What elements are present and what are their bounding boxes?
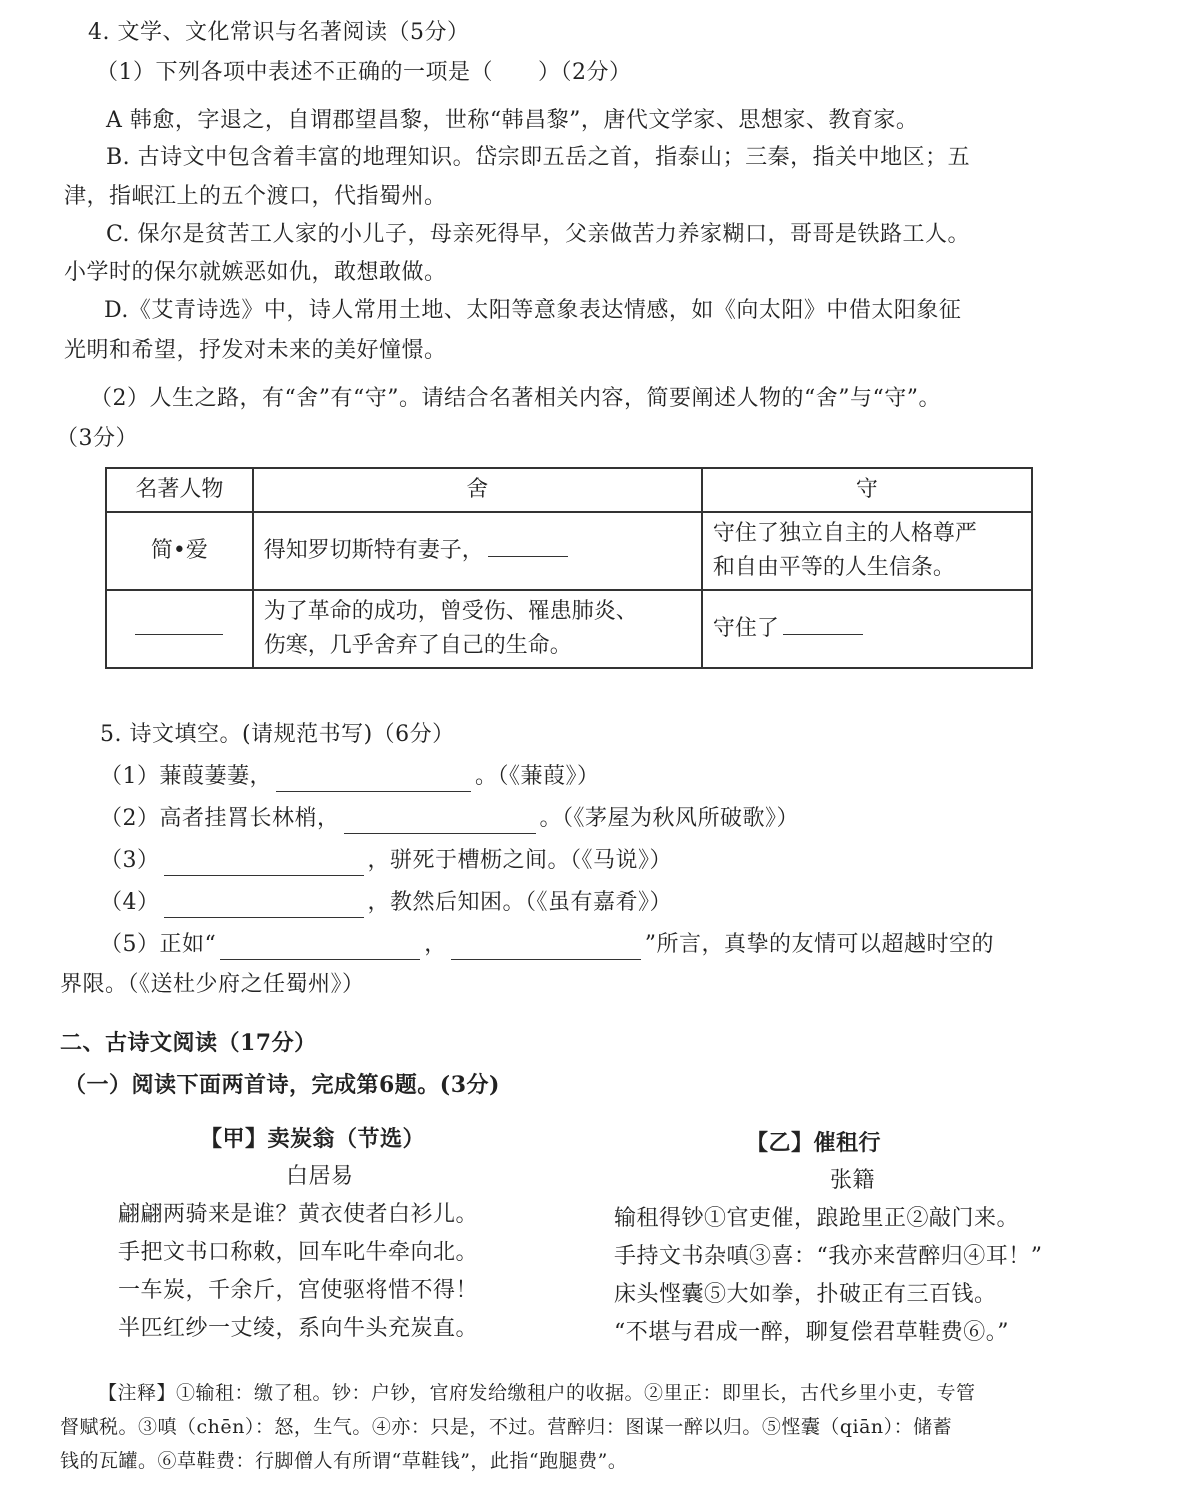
answer-blank[interactable] xyxy=(488,538,568,557)
cell-she-row2-line1: 为了革命的成功，曾受伤、罹患肺炎、 xyxy=(263,599,638,624)
q5-item-5-post: ”所言，真挚的友情可以超越时空的 xyxy=(644,932,995,957)
q4-title: 4. 文学、文化常识与名著阅读（5分） xyxy=(88,20,470,45)
q4-option-d-line1: D.《艾青诗选》中，诗人常用土地、太阳等意象表达情感，如《向太阳》中借太阳象征 xyxy=(104,298,962,323)
q5-item-3-pre: （3） xyxy=(100,848,160,873)
header-character: 名著人物 xyxy=(106,468,253,512)
poem-b-title: 【乙】催租行 xyxy=(746,1130,882,1156)
section2-title: 二、古诗文阅读（17分） xyxy=(60,1030,317,1056)
notes-line2: 督赋税。③嗔（chēn）：怒，生气。④亦：只是，不过。营醉归：图谋一醉以归。⑤悭囊（qiān）：储蓄 xyxy=(60,1416,953,1438)
answer-blank[interactable] xyxy=(164,895,364,918)
header-shou: 守 xyxy=(702,468,1032,512)
q5-item-5 xyxy=(100,930,994,960)
q4-option-a: A 韩愈，字退之，自谓郡望昌黎，世称“韩昌黎”，唐代文学家、思想家、教育家。 xyxy=(106,108,919,133)
q5-item-3-post: ，骈死于槽枥之间。（《马说》） xyxy=(367,848,673,873)
cell-character-jane: 简•爱 xyxy=(106,512,253,590)
header-she: 舍 xyxy=(253,468,702,512)
q4-option-d-line2: 光明和希望，抒发对未来的美好憧憬。 xyxy=(64,338,447,363)
cell-shou-row2 xyxy=(702,590,1032,668)
answer-blank[interactable] xyxy=(451,937,641,960)
table-row xyxy=(106,590,1032,668)
q4-part2-stem-line2: （3分） xyxy=(56,426,138,451)
q4-option-c-line1: C. 保尔是贫苦工人家的小儿子，母亲死得早，父亲做苦力养家糊口，哥哥是铁路工人。 xyxy=(106,222,971,247)
works-table xyxy=(105,467,1033,669)
answer-blank[interactable] xyxy=(164,853,364,876)
cell-she-jane xyxy=(253,512,702,590)
notes-line3: 钱的瓦罐。⑥草鞋费：行脚僧人有所谓“草鞋钱”，此指“跑腿费”。 xyxy=(60,1450,628,1472)
answer-blank[interactable] xyxy=(220,937,420,960)
poem-b-line: 手持文书杂嗔③喜：“我亦来营醉归④耳！” xyxy=(614,1244,1043,1269)
answer-blank[interactable] xyxy=(135,616,223,635)
cell-shou-jane xyxy=(702,512,1032,590)
cell-shou-row2-text: 守住了 xyxy=(712,616,779,641)
q5-item-4-pre: （4） xyxy=(100,890,160,915)
cell-shou-jane-line2: 和自由平等的人生信条。 xyxy=(712,555,955,580)
poem-b-author: 张籍 xyxy=(830,1168,876,1193)
q5-title: 5. 诗文填空。(请规范书写)（6分） xyxy=(100,722,455,747)
answer-blank[interactable] xyxy=(276,769,471,792)
q4-part1-stem: （1）下列各项中表述不正确的一项是（ ）（2分） xyxy=(96,60,632,85)
q5-item-2 xyxy=(100,804,799,834)
q5-item-2-post: 。（《茅屋为秋风所破歌》） xyxy=(539,806,800,831)
poem-a-title: 【甲】卖炭翁（节选） xyxy=(200,1126,426,1152)
cell-she-row2 xyxy=(253,590,702,668)
poem-b-line: “不堪与君成一醉，聊复偿君草鞋费⑥。” xyxy=(614,1320,1009,1345)
q5-item-5-line2: 界限。（《送杜少府之任蜀州》） xyxy=(60,972,365,997)
cell-she-jane-text: 得知罗切斯特有妻子， xyxy=(263,538,484,563)
q5-item-5-mid: ， xyxy=(424,932,447,957)
poem-a-line: 手把文书口称敕，回车叱牛牵向北。 xyxy=(118,1240,479,1265)
q5-item-1-post: 。（《蒹葭》） xyxy=(475,764,600,789)
section2-subtitle: （一）阅读下面两首诗，完成第6题。(3分) xyxy=(64,1072,500,1098)
q5-item-4-post: ，教然后知困。（《虽有嘉肴》） xyxy=(367,890,673,915)
q5-item-3 xyxy=(100,846,672,876)
q5-item-5-pre: （5）正如“ xyxy=(100,932,217,957)
notes-line1: 【注释】①输租：缴了租。钞：户钞，官府发给缴租户的收据。②里正：即里长，古代乡里小吏，专管 xyxy=(98,1382,976,1404)
q5-item-4 xyxy=(100,888,672,918)
poem-a-line: 半匹红纱一丈绫，系向牛头充炭直。 xyxy=(118,1316,479,1341)
cell-she-row2-line2: 伤寒，几乎舍弃了自己的生命。 xyxy=(263,633,572,658)
poem-a-line: 一车炭，千余斤，宫使驱将惜不得！ xyxy=(118,1278,479,1303)
q4-option-b-line2: 津，指岷江上的五个渡口，代指蜀州。 xyxy=(64,184,447,209)
q4-option-b-line1: B. 古诗文中包含着丰富的地理知识。岱宗即五岳之首，指泰山；三秦，指关中地区；五 xyxy=(106,145,971,170)
cell-character-blank xyxy=(106,590,253,668)
poem-a-author: 白居易 xyxy=(286,1164,354,1189)
q5-item-1-pre: （1）蒹葭萋萋， xyxy=(100,764,272,789)
q5-item-1 xyxy=(100,762,600,792)
poem-a-line: 翩翩两骑来是谁？黄衣使者白衫儿。 xyxy=(118,1202,479,1227)
answer-blank[interactable] xyxy=(344,811,536,834)
q4-part2-stem-line1: （2）人生之路，有“舍”有“守”。请结合名著相关内容，简要阐述人物的“舍”与“守”。 xyxy=(90,386,941,411)
table-header-row xyxy=(106,468,1032,512)
cell-shou-jane-line1: 守住了独立自主的人格尊严 xyxy=(712,521,977,546)
poem-b-line: 输租得钞①官吏催，踉跄里正②敲门来。 xyxy=(614,1206,1020,1231)
poem-b-line: 床头悭囊⑤大如拳，扑破正有三百钱。 xyxy=(614,1282,997,1307)
answer-blank[interactable] xyxy=(783,616,863,635)
q5-item-2-pre: （2）高者挂罥长林梢， xyxy=(100,806,340,831)
table-row xyxy=(106,512,1032,590)
q4-option-c-line2: 小学时的保尔就嫉恶如仇，敢想敢做。 xyxy=(64,260,447,285)
